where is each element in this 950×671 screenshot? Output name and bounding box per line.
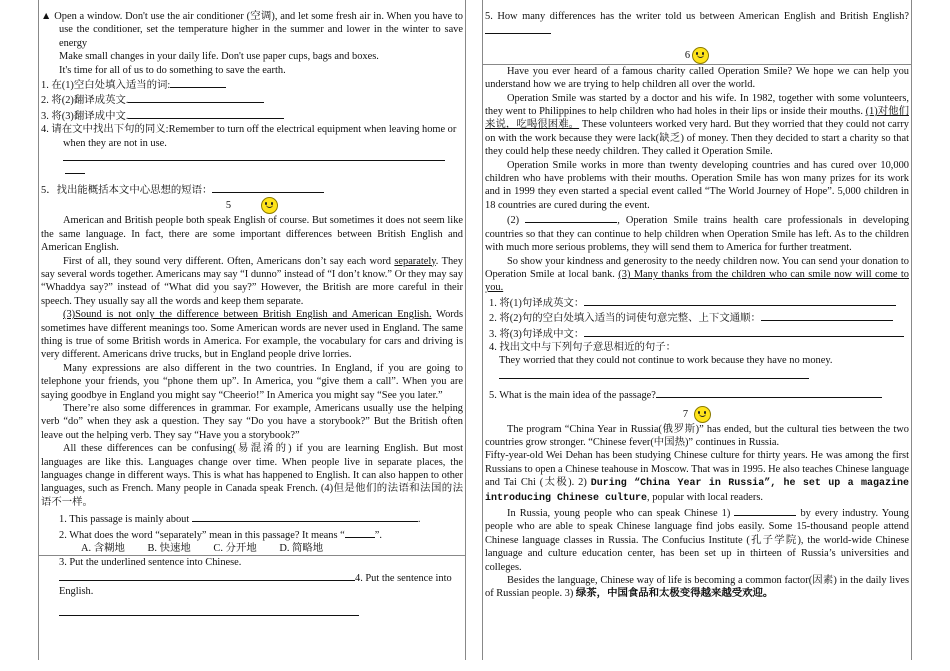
paragraph: Operation Smile works in more than twenty developing countries and has cured over 10,000 children who have problems with their mouths. Operation Smile has won many prizes for its work and in 1999 they even started a special event called “The World Journey of Hope”. 5,000 children in 18 countries are cured during the event. [485, 159, 909, 211]
q5-text: 5．找出能概括本文中心思想的短语： [41, 184, 213, 196]
answer-blank[interactable] [63, 150, 445, 161]
underlined-word: separately [394, 255, 436, 267]
option-a[interactable]: A. 含糊地 [81, 543, 125, 555]
answer-blank[interactable] [734, 505, 796, 516]
q3-text: 3. 将(3)翻译成中文. [41, 110, 129, 122]
underlined-sentence: (3) Many thanks from the children who can smile now will come to you. [485, 268, 909, 294]
paragraph [485, 212, 909, 254]
question-3: 3. Put the underlined sentence into Chinese. [59, 557, 242, 569]
answer-blank[interactable] [192, 511, 418, 522]
text-span: Words sometimes have different meanings too. Some American words are never used in England. The same thing is true of some British words in America. For example, the vocabulary for cars and driving is very different. Americans drive trucks, but in England people drive lorries. [41, 309, 463, 361]
q2-end: ”. [374, 529, 382, 541]
answer-line [485, 368, 909, 383]
answer-blank[interactable] [761, 310, 893, 321]
section-number: 6 [684, 49, 691, 61]
text-span: , Operation Smile trains health care professionals in developing countries so that they can continue to help children when Operation Smile has left. As to the children with much more serious problems, they will send them to America for further treatment. [485, 215, 909, 254]
paragraph: American and British people both speak English of course. But sometimes it does not seem like the same language. In fact, there are some important differences between British English and American English. [41, 215, 463, 254]
text-span: Besides the language, Chinese way of life is becoming a common factor(因素) in the daily lives of Russian people. 3) [485, 575, 909, 600]
paragraph: Have you ever heard of a famous charity called Operation Smile? We hope we can help you understand how we are trying to help children all over the world. [485, 65, 909, 91]
paragraph [485, 92, 909, 159]
answer-blank[interactable] [345, 527, 375, 538]
q2-text: 2. 将(2)句的空白处填入适当的词使句意完整、上下文通顺： [489, 313, 761, 325]
section-5-header [41, 197, 463, 214]
smiley-icon [692, 47, 709, 64]
answer-blank[interactable] [525, 212, 617, 223]
answer-blank[interactable] [656, 387, 882, 398]
question-3 [41, 108, 463, 123]
answer-blank[interactable] [65, 163, 85, 174]
section-7-header [485, 406, 909, 423]
question-5 [485, 10, 909, 39]
text-span: So show your kindness and generosity to the needy children now. You can send your donation to Operation Smile at local bank. [485, 255, 909, 280]
paragraph: There’re also some differences in grammar. For example, Americans usually use the helping verb “do” when they ask a question. They say “Do you have a storybook?” But the British often leave out the helping verb. They say “Have you a storybook?” [41, 402, 463, 441]
q1-text: 1. 将(1)句译成英文： [489, 297, 585, 309]
smiley-icon [261, 197, 278, 214]
q1-text: 1. This passage is mainly about [59, 514, 190, 526]
question-1: 1. This passage is mainly about . [41, 511, 463, 526]
question-4-sentence: They worried that they could not continue to work because they have no money. [499, 355, 833, 367]
paragraph: Many expressions are also different in the two countries. In England, if you are going to telephone your friends, you “phone them up”. In America, you “give them a call”. When you are saying goodbye in England you might say “Cheerio!” In America you might say “See you later.” [41, 362, 463, 401]
question-3 [485, 326, 909, 341]
bold-sentence: During “China Year in Russia”, he set up a magazine introducing Chinese culture [485, 478, 910, 504]
answer-blank[interactable] [170, 77, 226, 88]
paragraph: The program “China Year in Russia(俄罗斯)” has ended, but the cultural ties between the two countries grow stronger. “Chinese fever(中国热)” continues in Russia. [485, 423, 909, 448]
right-column [482, 0, 912, 660]
paragraph [485, 574, 909, 601]
answer-blank[interactable] [59, 605, 359, 616]
intro-line: Make small changes in your daily life. Don't use paper cups, bags and boxes. [59, 51, 379, 63]
text-span: by every industry. Young people who are able to speak Chinese language find jobs easily. Some 15-thousand people attend Chinese language classes in Russia. The Confucius Institute (孔子学院), the world-wide Chinese language and culture education center, has been set up in thirteen of Russia’s universities and colleges. [485, 508, 910, 573]
text-span: First of all, they sound very different. Often, Americans don’t say each word [63, 255, 395, 267]
q4-text: 4. Put the sentence into English. [59, 572, 452, 598]
section-6-header [485, 47, 909, 64]
answer-blank[interactable] [499, 368, 809, 379]
paragraph [41, 255, 463, 309]
question-1 [485, 295, 909, 310]
options-row [41, 542, 463, 555]
answer-blank[interactable] [584, 295, 896, 306]
question-2 [41, 527, 463, 542]
question-5 [485, 387, 909, 402]
intro-line: It's time for all of us to do something to save the earth. [59, 64, 286, 76]
text-span: Fifty-year-old Wei Dehan has been studying Chinese culture for thirty years. He was among the first Russians to open a Chinese teahouse in Moscow. That was in 1995. He also teaches Chinese language and Tai Chi (太极). 2) [485, 450, 909, 489]
smiley-icon [694, 406, 711, 423]
paragraph [485, 505, 909, 574]
text-span: Operation Smile was started by a doctor and his wife. In 1982, together with some volunteers, they went to Philippines to help children who had holes in their lips or inside their mouths. [485, 92, 909, 118]
question-4 [41, 570, 463, 599]
option-c[interactable]: C. 分开地 [213, 543, 257, 555]
answer-blank[interactable] [128, 92, 264, 103]
answer-blank[interactable] [212, 182, 324, 193]
answer-blank[interactable] [584, 326, 904, 337]
text-span: (2) [507, 215, 526, 227]
q5-text: 5. What is the main idea of the passage? [489, 390, 656, 402]
q2-text: 2. 将(2)翻译成英文. [41, 95, 129, 107]
answer-line [41, 605, 463, 620]
q1-text: 1. 在(1)空白处填入适当的词: [41, 80, 171, 92]
intro-line: ▲ Open a window. Don't use the air conditioner (空调), and let some fresh air in. When you have to use the conditioner, set the temperature higher in the summer and lower in the winter to save energy [41, 11, 463, 49]
paragraph [485, 449, 909, 505]
text-span: These volunteers worked very hard. But they worried that they could not carry on with the work because they were lack(缺乏) of money. Then they decided to start a charity so that they could help these needy children. They called it Operation Smile. [485, 119, 910, 158]
question-1 [41, 77, 463, 92]
left-column [38, 0, 466, 660]
section-number: 7 [682, 408, 689, 420]
option-b[interactable]: B. 快速地 [147, 543, 191, 555]
question-5 [41, 182, 463, 197]
question-2 [41, 92, 463, 107]
bold-sentence: 绿茶，中国食品和太极变得越来越受欢迎。 [575, 588, 774, 600]
text-span: In Russia, young people who can speak Chinese 1) [507, 508, 735, 519]
q5-text: 5. How many differences has the writer told us between American English and British English? [485, 11, 909, 22]
option-d[interactable]: D. 简略地 [279, 543, 324, 555]
question-4: 4. 找出文中与下列句子意思相近的句子： [489, 341, 677, 353]
paragraph [485, 255, 909, 295]
q4-text: 4. 请在文中找出下句的同义:Remember to turn off the electrical equipment when leaving home or when they are not in use. [41, 124, 457, 149]
question-2 [485, 310, 909, 325]
q2-text: 2. What does the word “separately” mean in this passage? It means “ [59, 529, 345, 541]
q3-text: 3. 将(3)句译成中文： [489, 328, 585, 340]
text-span: , popular with local readers. [647, 491, 764, 503]
paragraph [41, 308, 463, 362]
underlined-sentence: (3)Sound is not only the difference between British English and American English. [63, 309, 432, 321]
underlined-sentence: (1)对他们来说，吃喝很困难。 [485, 106, 909, 131]
paragraph: All these differences can be confusing(易混淆的) if you are learning English. But most languages are like this. Languages change over time. When people live in separate places, the languages change in different ways. This is what has happened to English. It can also happen to other languages, such as French. Many people in Canada speak French. (4)但是他们的法语和法国的法语不一样。 [41, 443, 463, 508]
answer-blank[interactable] [128, 108, 284, 119]
answer-blank[interactable] [485, 23, 551, 34]
answer-blank[interactable] [59, 570, 355, 581]
answer-line [41, 163, 463, 178]
question-4 [41, 123, 463, 165]
text-span: . They say several words together. Americans may say “I dunno” instead of “I don’t know.” Or they may say “Whaddya say?” instead of “What did you say?” However, the British are more careful in their speech. They usually say all the words and keep them separate. [41, 255, 463, 307]
section-number: 5 [225, 200, 232, 212]
